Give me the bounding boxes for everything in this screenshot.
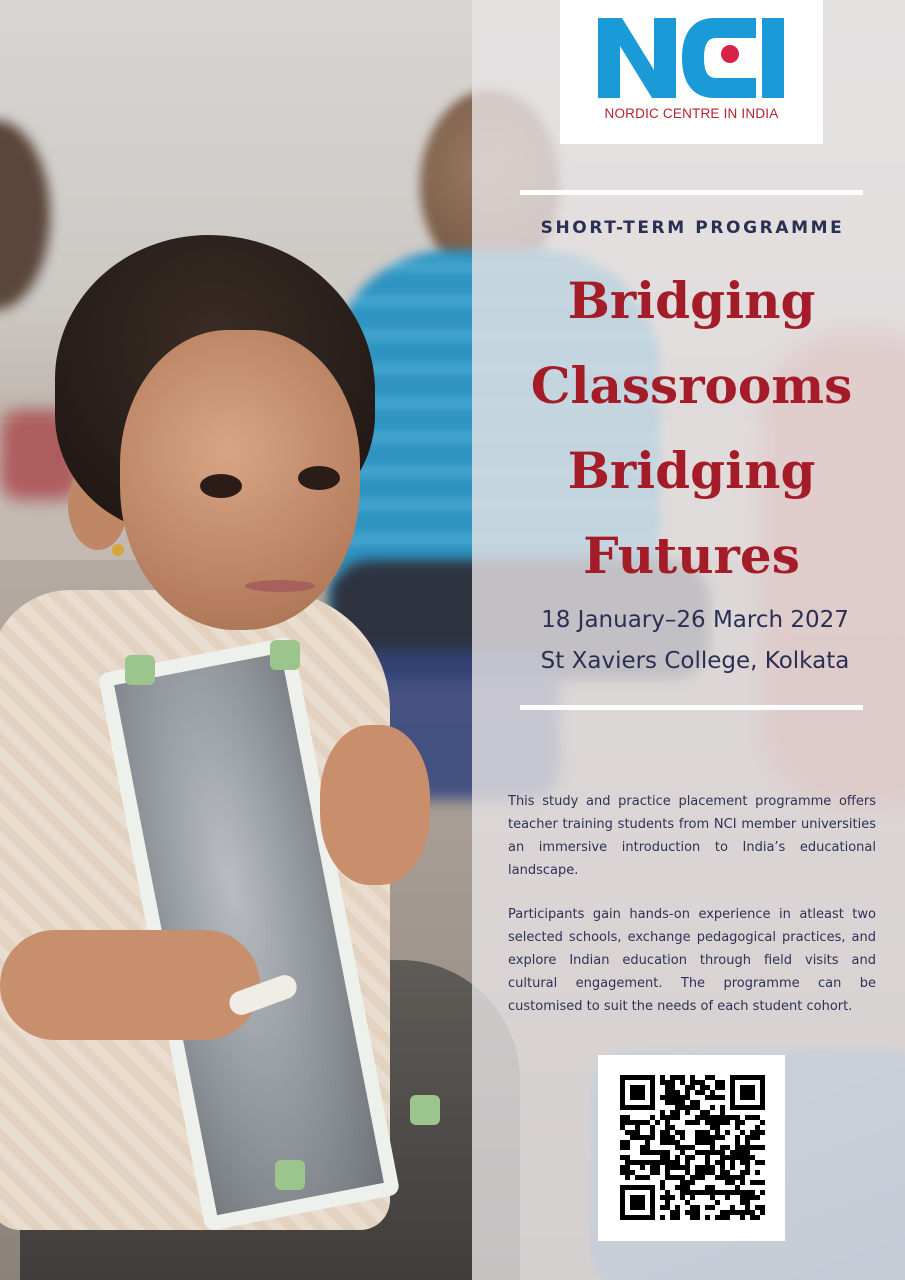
nci-logo bbox=[560, 0, 823, 144]
child-mouth bbox=[245, 580, 315, 592]
title-line: Classrooms bbox=[530, 356, 853, 415]
qr-modules bbox=[620, 1075, 765, 1220]
title-line: Futures bbox=[583, 526, 800, 585]
slate-corner bbox=[125, 655, 155, 685]
qr-code-pattern bbox=[620, 1075, 765, 1220]
title-line: Bridging bbox=[567, 441, 816, 500]
description-paragraph: This study and practice placement programme offers teacher training students from NCI member universities an immersive introduction to India’s educational landscape. bbox=[508, 794, 876, 878]
child-earring bbox=[112, 544, 124, 556]
title-line: Bridging bbox=[567, 271, 816, 330]
event-date: 18 January–26 March 2027 bbox=[541, 607, 849, 633]
logo-subtitle: NORDIC CENTRE IN INDIA bbox=[604, 106, 779, 121]
child-hand bbox=[320, 725, 430, 885]
event-venue: St Xaviers College, Kolkata bbox=[540, 648, 850, 674]
nci-logo-mark bbox=[596, 14, 786, 100]
programme-type: SHORT-TERM PROGRAMME bbox=[540, 218, 845, 238]
divider-top bbox=[520, 190, 863, 195]
qr-code[interactable] bbox=[598, 1055, 785, 1241]
slate-corner bbox=[275, 1160, 305, 1190]
child-right-eye bbox=[298, 466, 340, 490]
child-left-eye bbox=[200, 474, 242, 498]
slate-corner bbox=[410, 1095, 440, 1125]
slate-corner bbox=[270, 640, 300, 670]
programme-title bbox=[510, 258, 873, 598]
description-paragraph: Participants gain hands-on experience in atleast two selected schools, exchange pedagogical practices, and explore Indian education through field visits and cultural engagement. The programme can be customised to suit the needs of each student cohort. bbox=[508, 907, 876, 1014]
divider-bottom bbox=[520, 705, 863, 710]
child-arm bbox=[0, 930, 260, 1040]
